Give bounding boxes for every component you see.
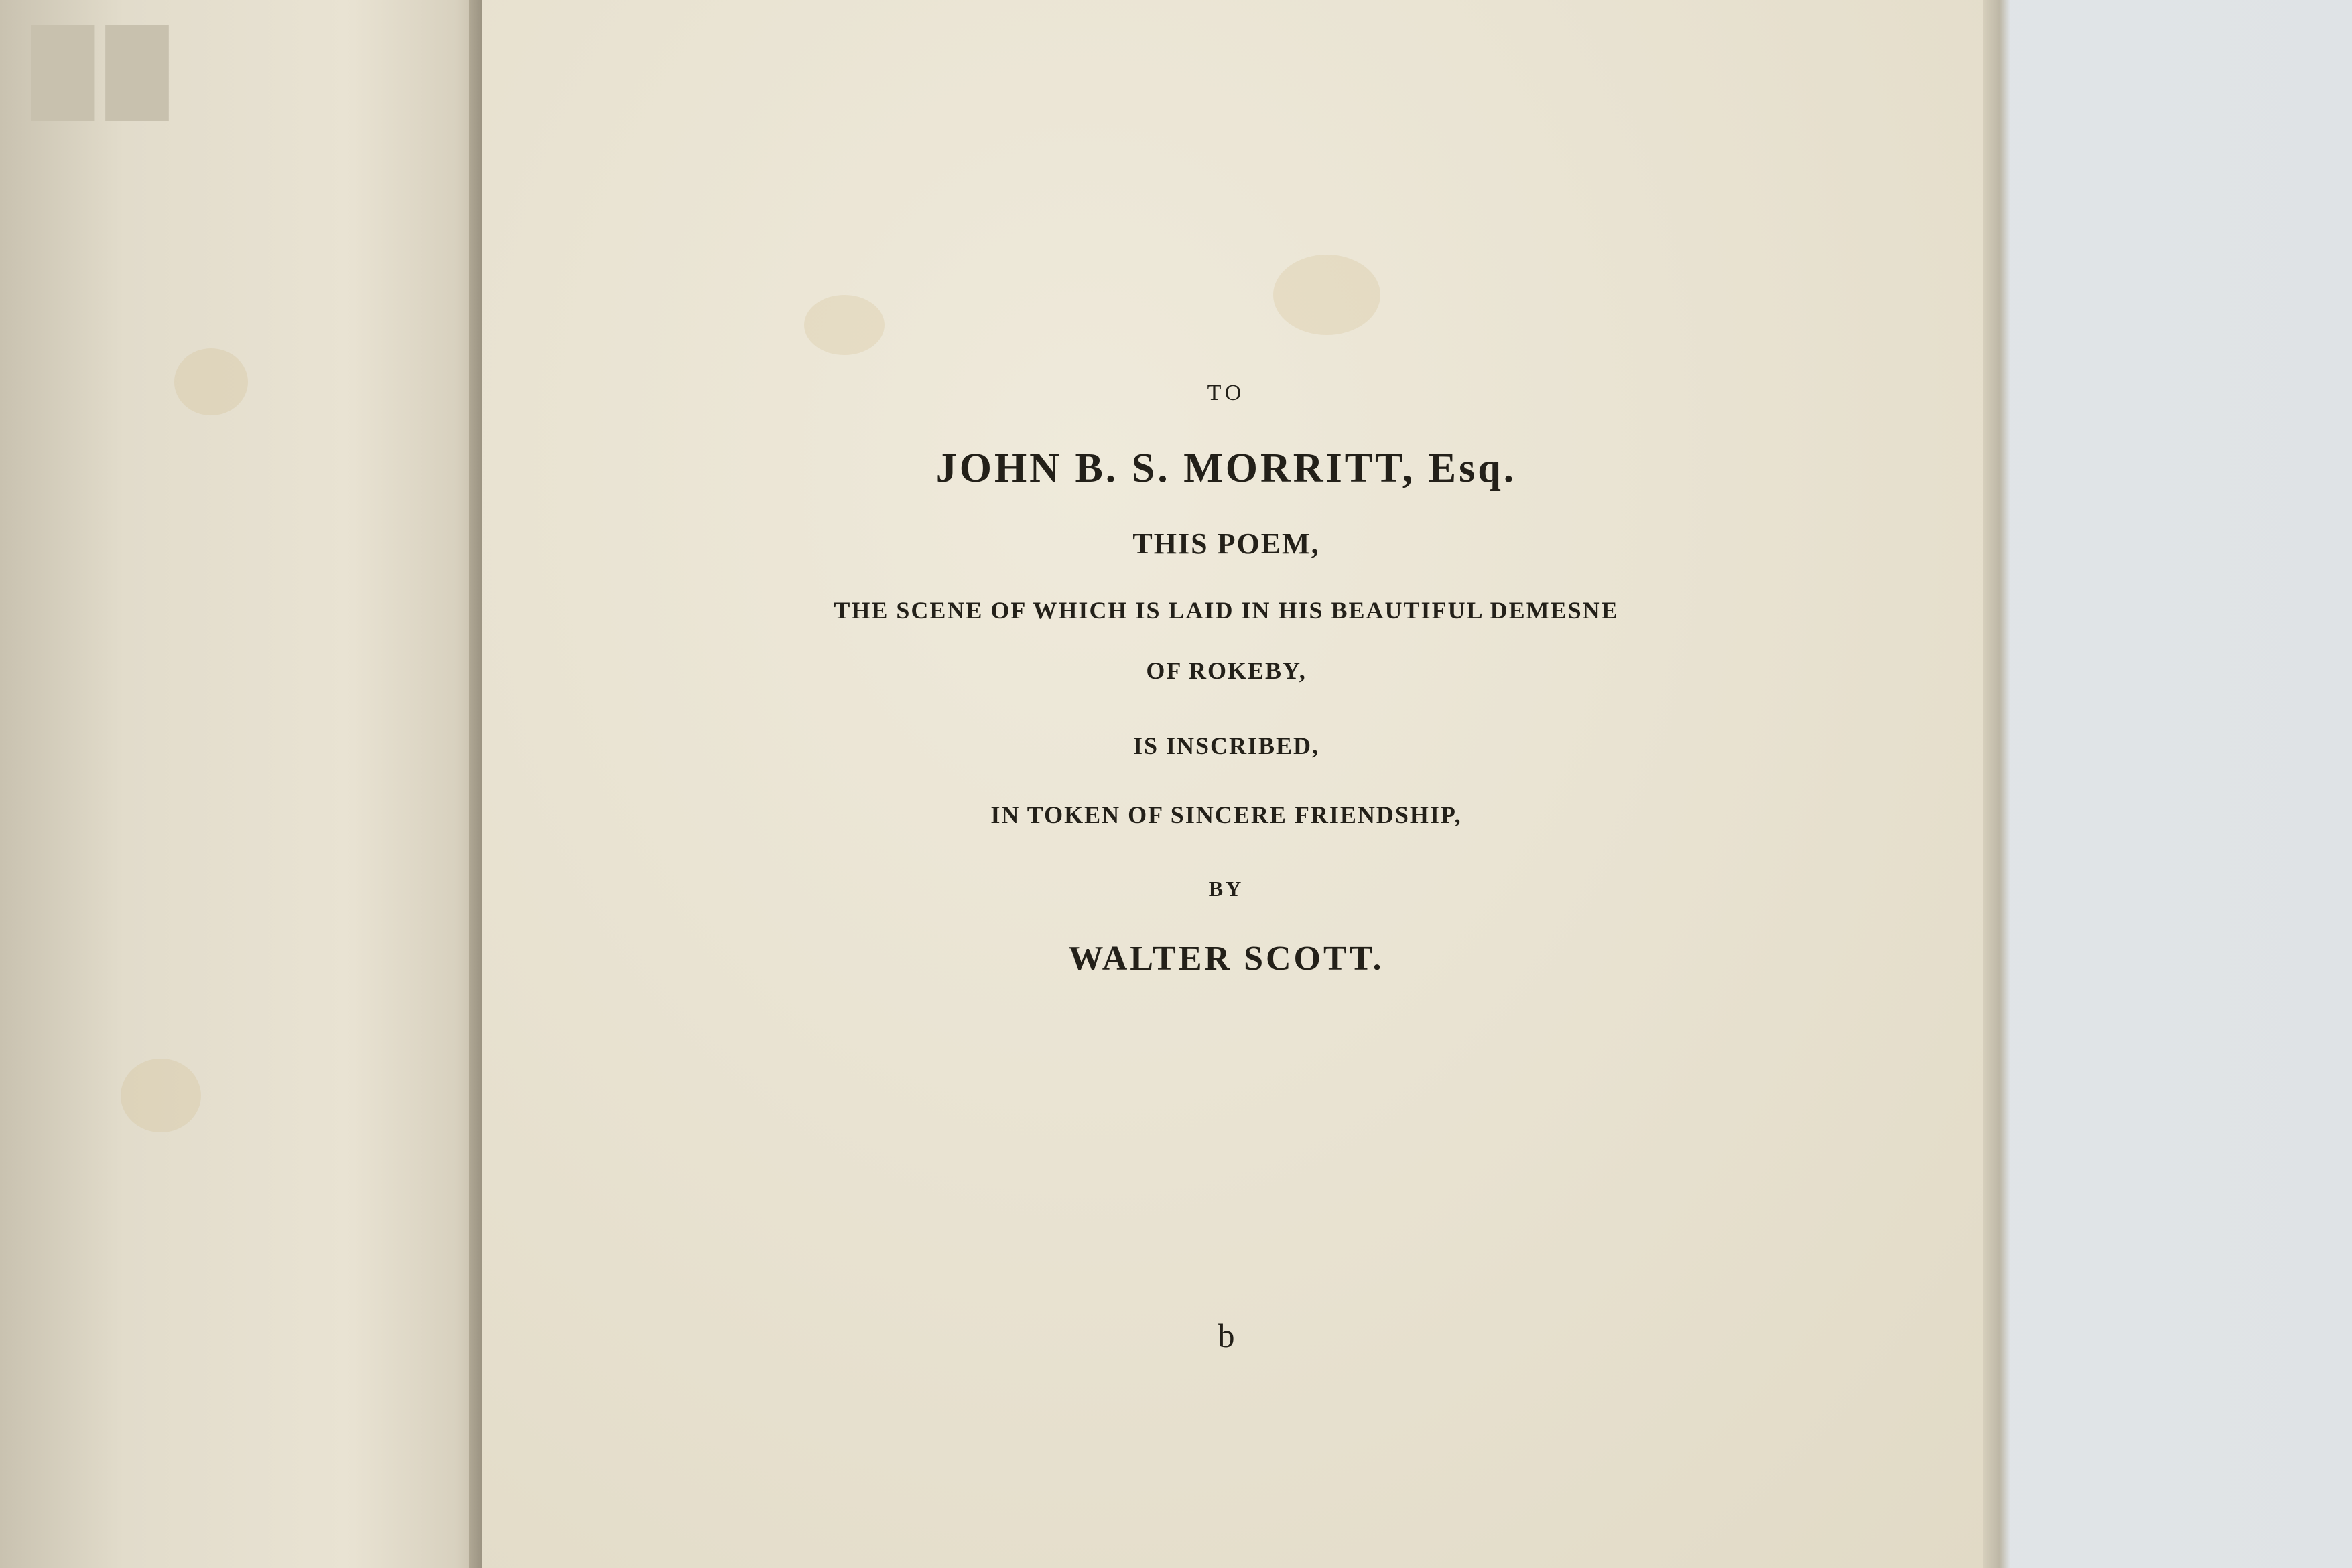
foxing-stain (1273, 255, 1380, 335)
signature-mark: b (1218, 1317, 1235, 1354)
dedication-to: TO (1207, 381, 1246, 405)
dedication-inscribed-line: IS INSCRIBED, (1132, 732, 1320, 759)
left-page-show-through: ██ (20, 27, 168, 120)
dedication-token-line: IN TOKEN OF SINCERE FRIENDSHIP, (990, 801, 1462, 828)
dedication-by-line: BY (1208, 876, 1244, 901)
foxing-stain (121, 1059, 201, 1132)
author-name: WALTER SCOTT. (1068, 939, 1384, 978)
left-page (0, 0, 496, 1568)
foxing-stain (174, 348, 248, 415)
dedication-rokeby-line: OF ROKEBY, (1146, 657, 1307, 684)
dedication-scene-line: THE SCENE OF WHICH IS LAID IN HIS BEAUTIFUL DEMESNE (834, 597, 1619, 624)
page-edge (1983, 0, 2010, 1568)
foxing-stain (804, 295, 885, 355)
dedication-poem-line: THIS POEM, (1132, 527, 1320, 560)
dedicatee-name: JOHN B. S. MORRITT, Esq. (935, 446, 1517, 491)
